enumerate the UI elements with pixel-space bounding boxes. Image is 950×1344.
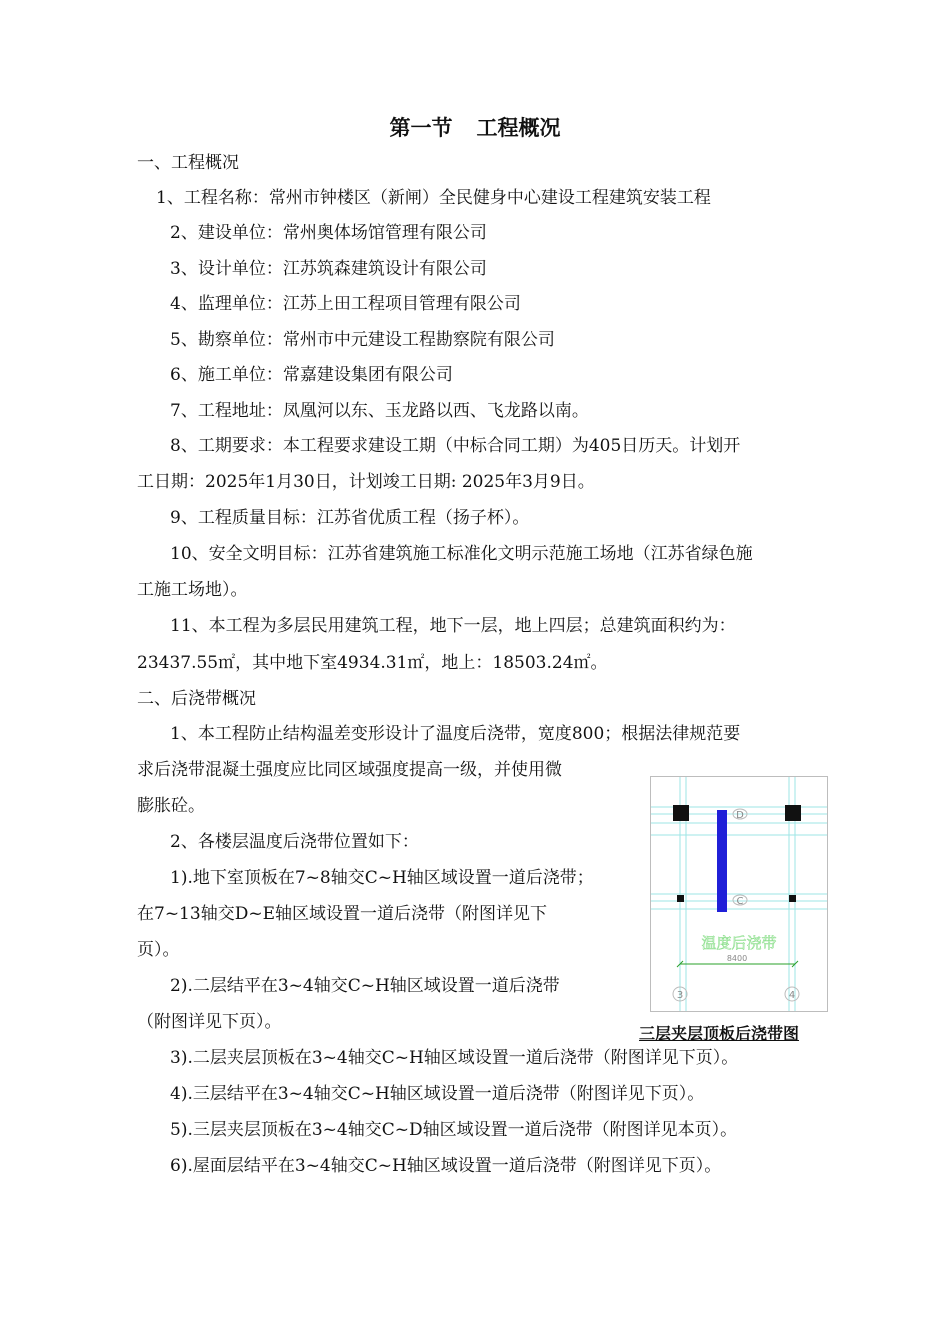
- item-scale-line1: 11、本工程为多层民用建筑工程，地下一层，地上四层；总建筑面积约为：: [170, 616, 736, 636]
- joint-p4-line1: 2).二层结平在3~4轴交C~H轴区域设置一道后浇带: [170, 976, 560, 996]
- column-top-right: [785, 805, 801, 821]
- section2-heading: 二、后浇带概况: [137, 689, 256, 709]
- axis-label-right: 4: [788, 990, 796, 1001]
- drawing-canvas: [651, 777, 827, 1011]
- page-title: [0, 114, 950, 142]
- axis-label-left: 3: [676, 990, 684, 1001]
- joint-p1-line2: 求后浇带混凝土强度应比同区域强度提高一级，并使用微: [137, 760, 562, 780]
- joint-p6: 4).三层结平在3~4轴交C~H轴区域设置一道后浇带（附图详见下页）。: [170, 1084, 705, 1104]
- item-safety-line2: 工施工场地）。: [137, 580, 248, 600]
- item-address: 7、工程地址：凤凰河以东、玉龙路以西、飞龙路以南。: [170, 401, 589, 421]
- joint-p1-line3: 膨胀砼。: [137, 796, 205, 816]
- joint-p7: 5).三层夹层顶板在3~4轴交C~D轴区域设置一道后浇带（附图详见本页）。: [170, 1120, 738, 1140]
- post-cast-strip-band: [717, 810, 727, 912]
- title-prefix: 第一节: [389, 116, 453, 140]
- band-label: 温度后浇带: [701, 934, 777, 952]
- item-scale-line2: 23437.55㎡，其中地下室4934.31㎡，地上：18503.24㎡。: [137, 653, 608, 673]
- item-quality: 9、工程质量目标：江苏省优质工程（扬子杯）。: [170, 508, 530, 528]
- post-cast-strip-drawing: [650, 776, 828, 1012]
- joint-p1-line1: 1、本工程防止结构温差变形设计了温度后浇带，宽度800；根据法律规范要: [170, 724, 741, 744]
- joint-p8: 6).屋面层结平在3~4轴交C~H轴区域设置一道后浇带（附图详见下页）。: [170, 1156, 722, 1176]
- joint-p4-line2: （附图详见下页）。: [137, 1012, 282, 1032]
- item-contractor: 6、施工单位：常嘉建设集团有限公司: [170, 365, 453, 385]
- joint-p5: 3).二层夹层顶板在3~4轴交C~H轴区域设置一道后浇带（附图详见下页）。: [170, 1048, 739, 1068]
- column-top-left: [673, 805, 689, 821]
- item-safety-line1: 10、安全文明目标：江苏省建筑施工标准化文明示范施工场地（江苏省绿色施: [170, 544, 753, 564]
- column-mid-right: [789, 895, 796, 902]
- figure-caption: 三层夹层顶板后浇带图: [639, 1024, 800, 1043]
- joint-p3-line1: 1).地下室顶板在7~8轴交C~H轴区域设置一道后浇带；: [170, 868, 594, 888]
- section1-heading: 一、工程概况: [137, 153, 239, 173]
- item-supervisor: 4、监理单位：江苏上田工程项目管理有限公司: [170, 294, 521, 314]
- joint-p3-line3: 页）。: [137, 940, 180, 960]
- dimension-label: 8400: [726, 954, 748, 963]
- title-main: 工程概况: [476, 116, 561, 140]
- item-schedule-line2: 工日期：2025年1月30日，计划竣工日期: 2025年3月9日。: [137, 472, 595, 492]
- axis-label-mid: C: [736, 896, 744, 907]
- joint-p3-line2: 在7~13轴交D~E轴区域设置一道后浇带（附图详见下: [137, 904, 547, 924]
- item-designer: 3、设计单位：江苏筑森建筑设计有限公司: [170, 259, 487, 279]
- column-mid-left: [677, 895, 684, 902]
- item-survey: 5、勘察单位：常州市中元建设工程勘察院有限公司: [170, 330, 555, 350]
- item-owner: 2、建设单位：常州奥体场馆管理有限公司: [170, 223, 487, 243]
- item-schedule-line1: 8、工期要求：本工程要求建设工期（中标合同工期）为405日历天。计划开: [170, 436, 741, 456]
- axis-label-top: D: [736, 810, 744, 821]
- item-project-name: 1、工程名称：常州市钟楼区（新闸）全民健身中心建设工程建筑安装工程: [156, 188, 711, 208]
- joint-p2: 2、各楼层温度后浇带位置如下：: [170, 832, 419, 852]
